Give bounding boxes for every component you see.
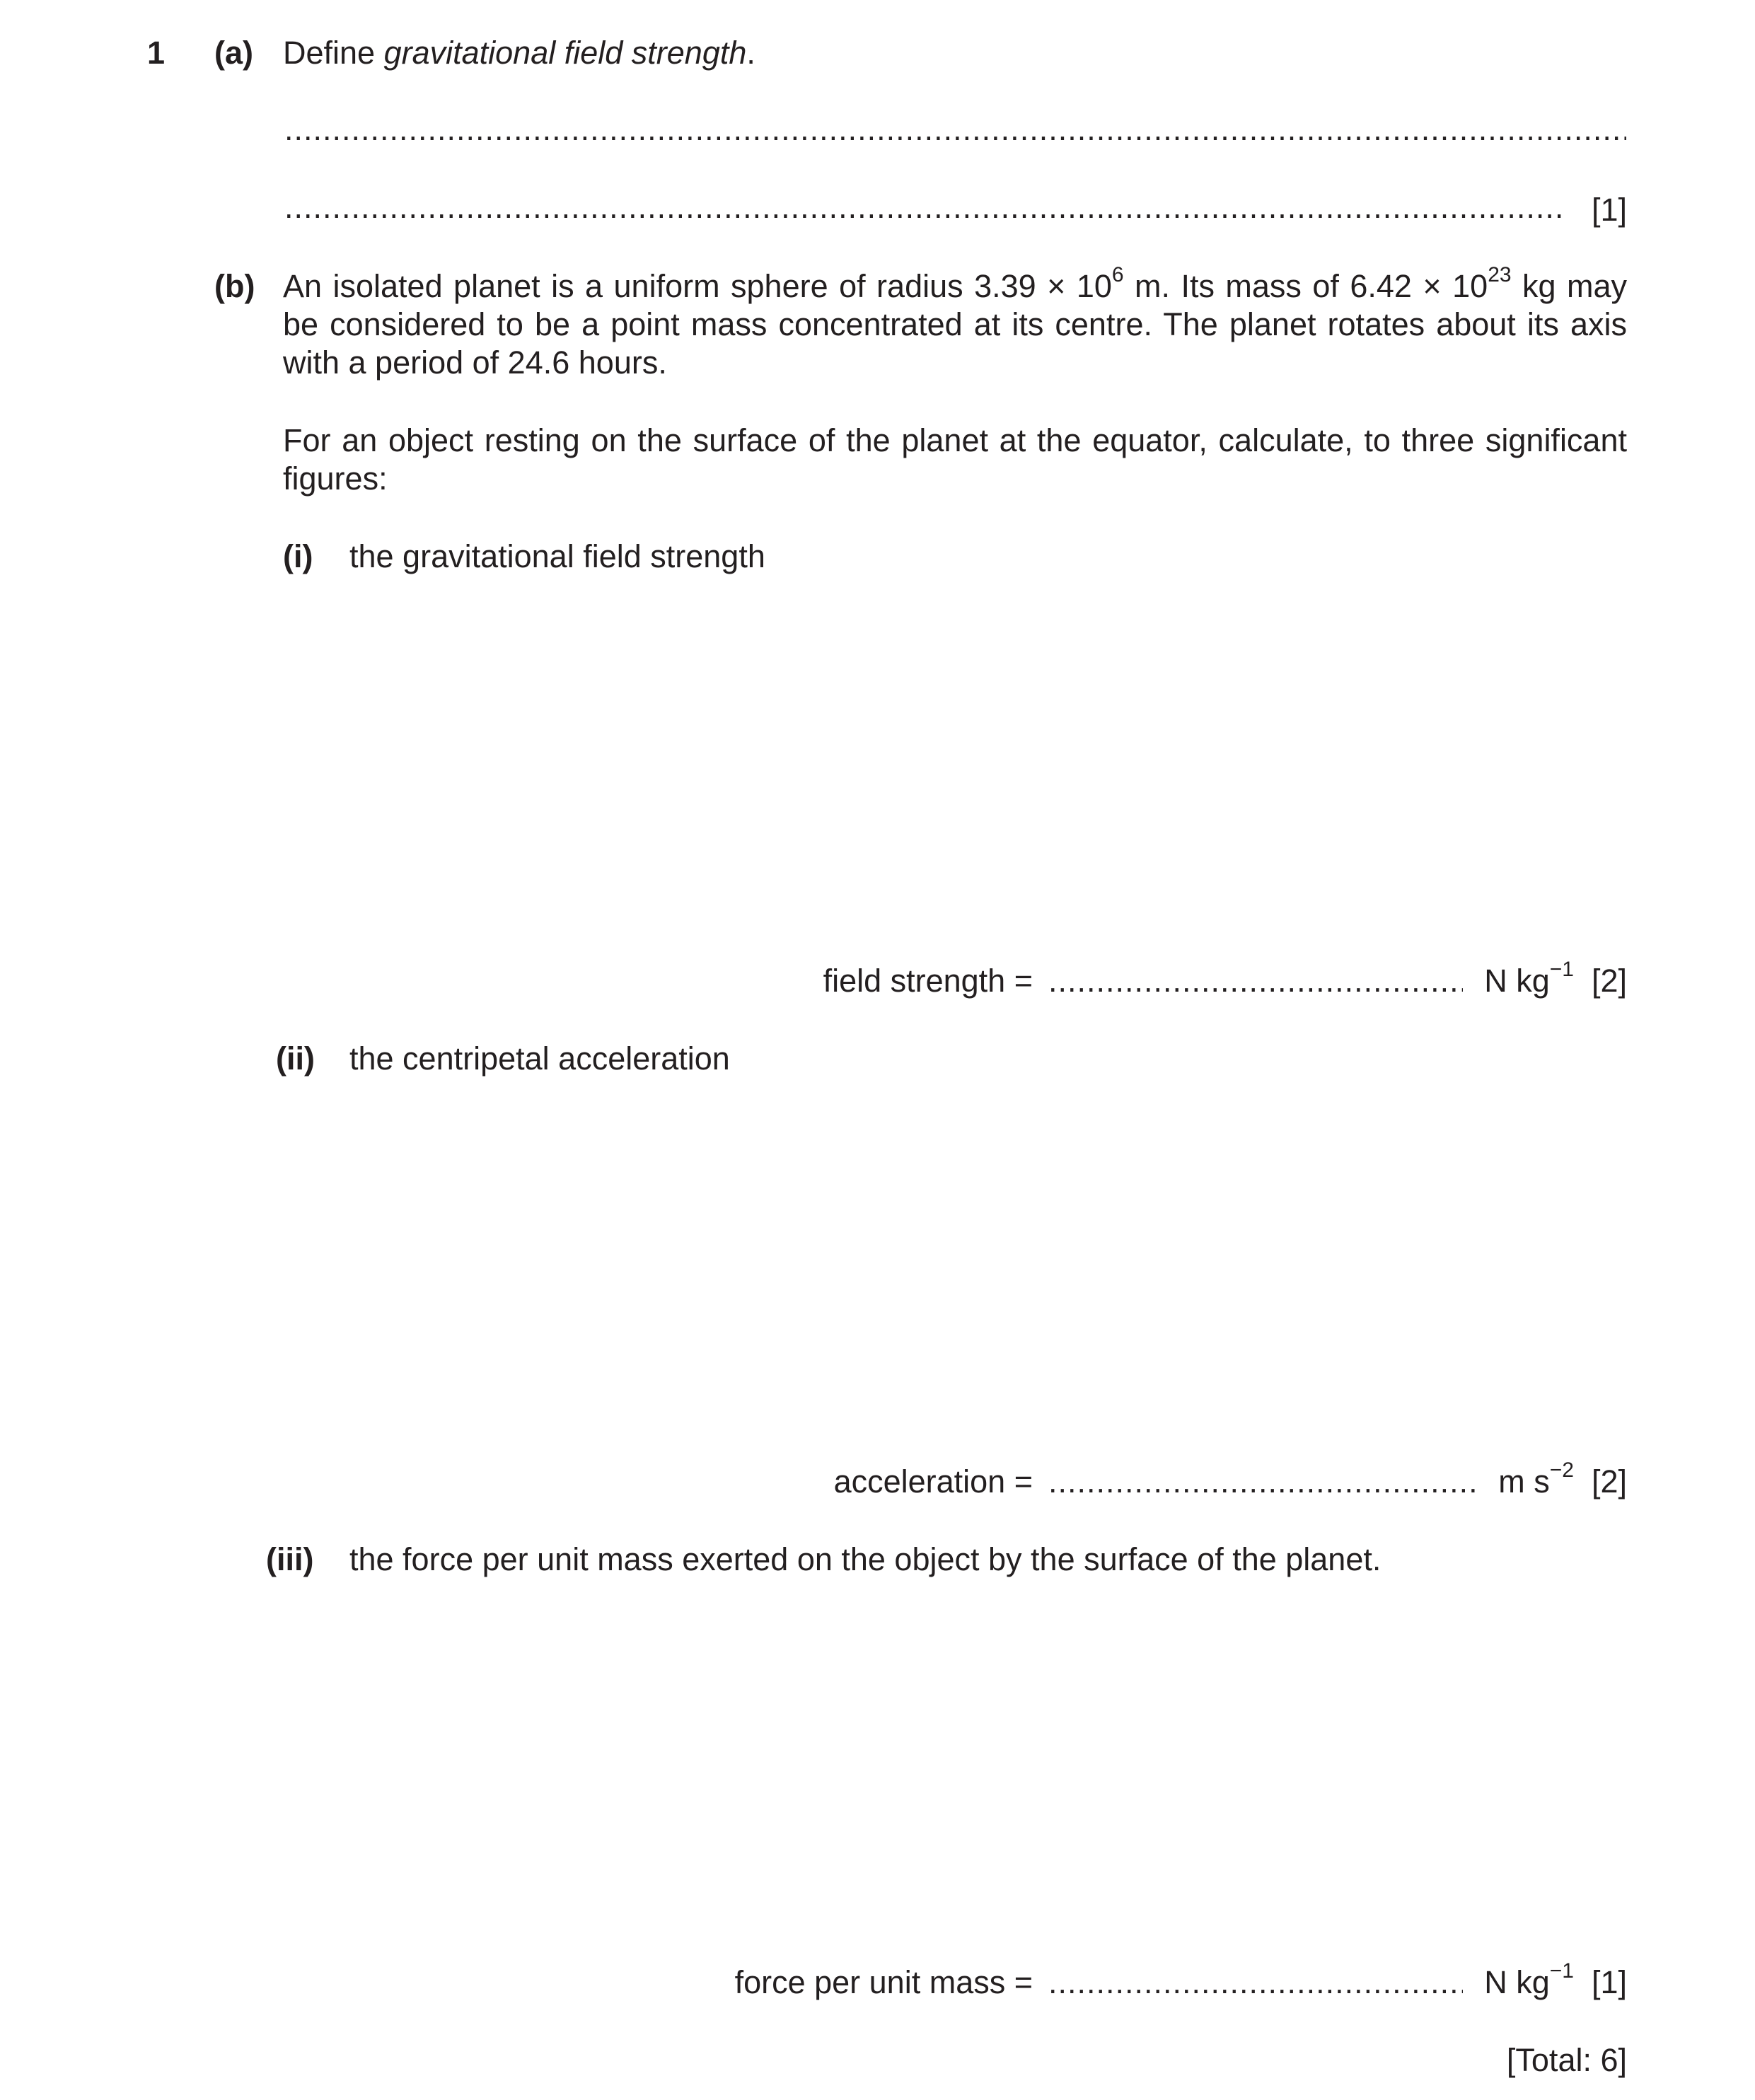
part-a-label: (a)	[214, 35, 253, 71]
answer-line-a1[interactable]	[284, 110, 1626, 149]
force-per-unit-mass-unit-exponent: −1	[1549, 1959, 1574, 1983]
field-strength-unit-exponent: −1	[1549, 958, 1574, 981]
part-b-label: (b)	[214, 268, 255, 304]
sub-ii-text: the centripetal acceleration	[349, 1040, 730, 1077]
part-a-text-suffix: .	[746, 35, 755, 71]
part-b-instruction: For an object resting on the surface of the planet at the equator, calculate, to three significant figures:	[283, 422, 1627, 497]
intro-text-1: An isolated planet is a uniform sphere of radius 3.39 × 10	[283, 268, 1112, 304]
sub-iii-text: the force per unit mass exerted on the object by the surface of the planet.	[349, 1541, 1382, 1577]
field-strength-label: field strength =	[823, 963, 1033, 999]
sub-ii-marks: [2]	[1591, 1463, 1627, 1499]
answer-line-a2[interactable]	[284, 188, 1566, 226]
acceleration-unit-exponent: −2	[1549, 1458, 1574, 1482]
sub-i-text: the gravitational field strength	[349, 538, 765, 574]
intro-text-3: kg may be considered to be a point mass concentrated at its centre. The planet rotates about its axis with a period of 24.6 hours.	[283, 268, 1628, 381]
part-a-question	[283, 34, 755, 72]
acceleration-unit: m s	[1498, 1463, 1550, 1499]
sub-i-marks: [2]	[1591, 963, 1627, 999]
intro-exponent-1: 6	[1111, 263, 1124, 286]
force-per-unit-mass-unit-marks	[1484, 1959, 1627, 2002]
field-strength-unit: N kg	[1484, 963, 1550, 999]
intro-text-2: m. Its mass of 6.42 × 10	[1123, 268, 1488, 304]
acceleration-answer-line[interactable]	[1048, 1463, 1480, 1501]
total-marks: [Total: 6]	[1506, 2042, 1627, 2078]
sub-iii-marks: [1]	[1591, 1964, 1627, 2000]
force-per-unit-mass-answer-line[interactable]	[1048, 1963, 1463, 2002]
sub-i-label: (i)	[283, 538, 313, 574]
intro-exponent-2: 23	[1488, 263, 1512, 286]
acceleration-label: acceleration =	[833, 1463, 1033, 1499]
field-strength-unit-marks	[1484, 958, 1627, 1000]
question-number: 1	[147, 35, 166, 71]
sub-iii-label: (iii)	[266, 1541, 314, 1577]
part-b-intro	[283, 263, 1628, 382]
field-strength-answer-line[interactable]	[1048, 962, 1463, 1000]
part-a-text-italic: gravitational field strength	[383, 35, 747, 71]
part-a-text-prefix: Define	[283, 35, 384, 71]
part-a-marks: [1]	[1591, 192, 1627, 228]
force-per-unit-mass-label: force per unit mass =	[734, 1964, 1033, 2000]
force-per-unit-mass-unit: N kg	[1484, 1964, 1550, 2000]
sub-ii-label: (ii)	[276, 1040, 315, 1077]
acceleration-unit-marks	[1498, 1458, 1627, 1501]
